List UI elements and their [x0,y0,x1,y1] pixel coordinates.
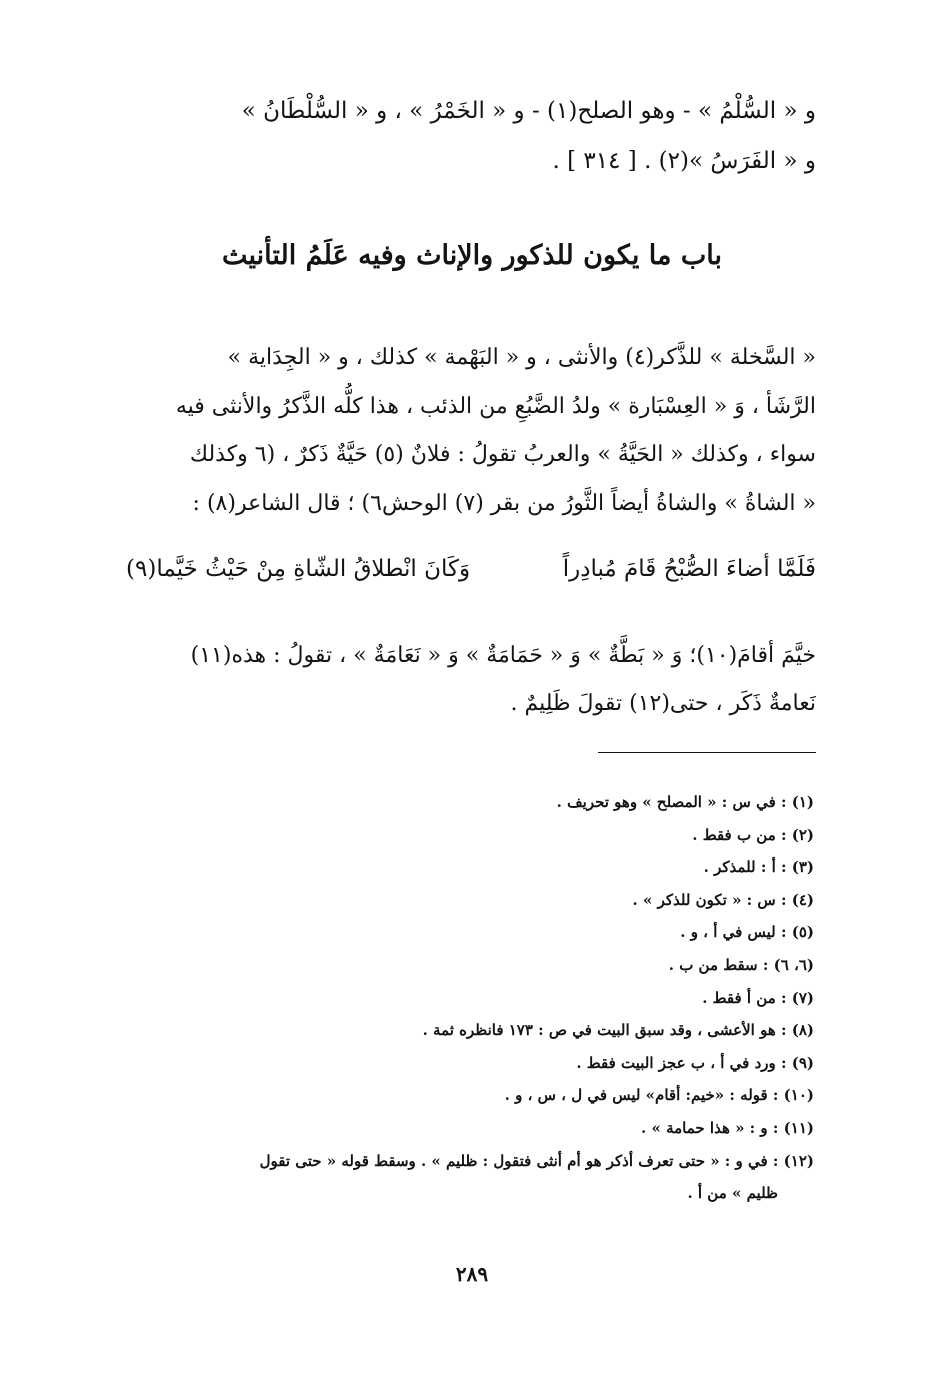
verse-second-hemistich: وَكَانَ انْطلاقُ الشّاةِ مِنْ حَيْثُ خَيَّما(٩) [126,556,471,582]
footnote: (٢) : من ب فقط . [692,825,814,844]
poetry-verse [126,556,816,582]
footnotes [114,786,814,1210]
footnote: (١) : في س : « المصلح » وهو تحريف . [556,793,814,811]
footnote: (١٠) : قوله : «خيم: أقام» ليس في ل ، س ، و . [504,1086,814,1105]
intro-paragraph [126,86,816,186]
verse-first-hemistich: فَلَمَّا أضاءَ الصُّبْحُ قَامَ مُبادِراً [562,556,816,582]
text-line: الرَّشَأ ، وَ « العِسْبَارة » ولدُ الضَّبُعِ من الذئب ، هذا كلُّه الذَّكرُ والأنثى فيه [175,393,816,419]
text-line: و « الفَرَسُ »(٢) . [ ٣١٤ ] . [552,148,816,174]
footnote: (٧) : من أ فقط . [702,988,814,1007]
text-line: « الشاةُ » والشاةُ أيضاً الثَّورُ من بقر (٧) الوحش٦) ؛ قال الشاعر(٨) : [192,490,816,516]
footnote: (١١) : و : « هذا حمامة » . [641,1118,814,1137]
text-line: سواء ، وكذلك « الحَيَّةُ » والعربُ تقولُ : فلانٌ (٥) حَيَّةٌ ذَكرٌ ، (٦ وكذلك [189,442,816,467]
footnote: (٣) : أ : للمذكر . [703,858,814,877]
footnote: (٥) : ليس في أ ، و . [680,923,814,942]
footnote: (٦، ٦) : سقط من ب . [668,955,814,974]
footnote-continuation: ظليم » من أ . [687,1184,778,1203]
text-line: نَعامةٌ ذَكَر ، حتى(١٢) تقولَ ظَلِيمٌ . [510,691,816,716]
body-paragraph [126,334,816,528]
footnote-divider [598,752,816,753]
footnote: (٩) : ورد في أ ، ب عجز البيت فقط . [576,1053,814,1072]
footnote: (٨) : هو الأعشى ، وقد سبق البيت في ص : ١٧٣ فانظره ثمة . [422,1021,814,1040]
text-line: « السَّخلة » للذَّكر(٤) والأنثى ، و « البَهْمة » كذلك ، و « الجِدَاية » [227,345,816,370]
text-line: خيَّمَ أقامَ(١٠)؛ وَ « بَطَّةٌ » وَ « حَمَامَةٌ » وَ « نَعَامَةٌ » ، تقولُ : هذه(١١) [190,643,816,668]
page-number: ٢٨٩ [455,1262,489,1286]
closing-paragraph [126,632,816,728]
section-title: باب ما يكون للذكور والإناث وفيه عَلَمُ التأنيث [222,240,722,271]
footnote: (١٢) : في و : « حتى تعرف أذكر هو أم أنثى فتقول : ظليم » . وسقط قوله « حتى تقول [259,1151,814,1170]
text-line: و « السُّلْمُ » - وهو الصلح(١) - و « الخَمْرُ » ، و « السُّلْطَانُ » [241,98,816,124]
footnote: (٤) : س : « تكون للذكر » . [632,890,814,909]
